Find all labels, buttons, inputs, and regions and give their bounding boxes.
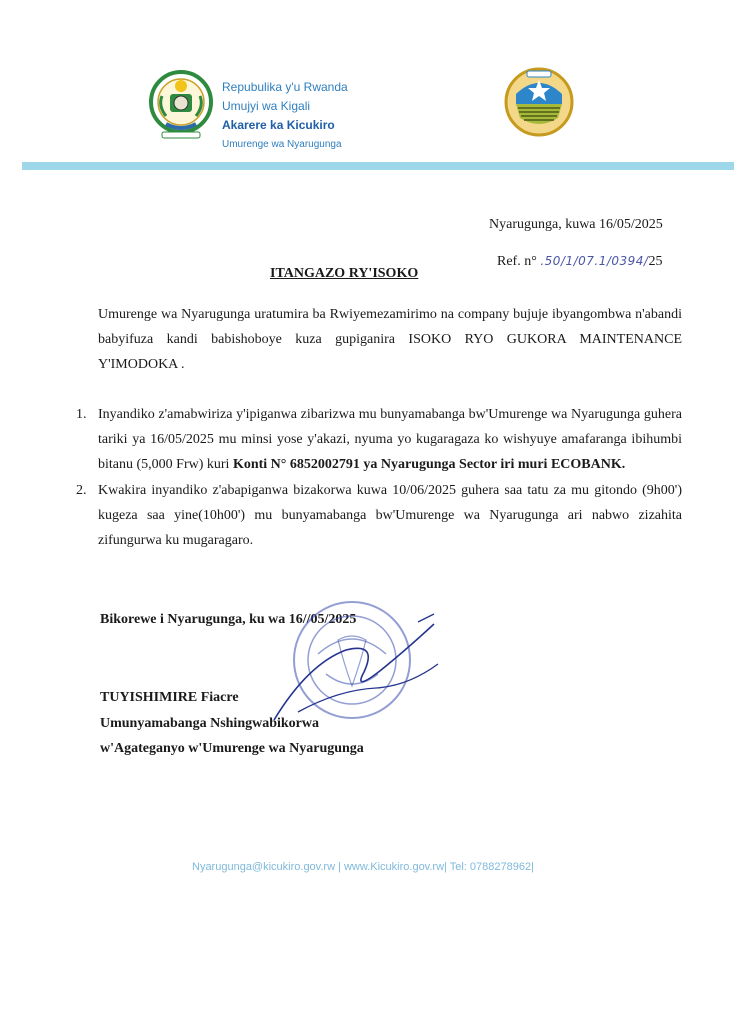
signatory-title: Umunyamabanga Nshingwabikorwa — [100, 716, 319, 731]
place-and-date: Nyarugunga, kuwa 16/05/2025 — [489, 217, 663, 232]
list-item-text-plain: Inyandiko z'amabwiriza y'ipiganwa zibarizwa mu bunyamabanga bw'Umurenge wa Nyarugunga guhera tariki ya 16/05/2025 mu minsi yose y'akazi, nyuma yo kugaragaza ko wishyuye amafaranga ibihumbi bitanu (5,000 Frw) kuri — [98, 407, 682, 472]
reference-number: .50/1/07.1/0394/ — [540, 254, 649, 268]
reference-line — [497, 254, 662, 270]
closing-line: Bikorewe i Nyarugunga, ku wa 16//05/2025 — [100, 612, 357, 627]
rwanda-coat-of-arms-icon — [148, 66, 214, 142]
sector-emblem-icon — [502, 64, 576, 140]
document-title: ITANGAZO RY'ISOKO — [270, 266, 419, 281]
bank-account-text: Konti N° 6852002791 ya Nyarugunga Sector iri muri ECOBANK. — [232, 457, 626, 472]
footer-contact: Nyarugunga@kicukiro.gov.rw | www.Kicukiro.gov.rw| Tel: 0788278962| — [192, 861, 534, 873]
signatory-name: TUYISHIMIRE Fiacre — [100, 690, 239, 705]
institution-line-city: Umujyi wa Kigali — [222, 99, 311, 113]
institution-line-district: Akarere ka Kicukiro — [222, 118, 335, 132]
institution-line-sector: Umurenge wa Nyarugunga — [222, 139, 342, 150]
signatory-organization: w'Agateganyo w'Umurenge wa Nyarugunga — [100, 741, 364, 756]
reference-prefix: Ref. n° — [497, 254, 537, 269]
list-item-number: 1. — [76, 407, 87, 422]
list-item-text — [98, 478, 682, 553]
list-item — [58, 402, 682, 477]
list-item-number: 2. — [76, 483, 87, 498]
intro-paragraph: Umurenge wa Nyarugunga uratumira ba Rwiyemezamirimo na company bujuje ibyangombwa n'abandi babyifuza kandi babishoboye kuza gupiganira ISOKO RYO GUKORA MAINTENANCE Y'IMODOKA . — [98, 307, 682, 372]
list-item — [58, 478, 682, 553]
institution-block — [222, 78, 348, 154]
numbered-list — [58, 402, 682, 554]
institution-line-country: Repubulika y'u Rwanda — [222, 80, 348, 94]
official-stamp-icon — [268, 594, 444, 728]
header-divider — [22, 162, 734, 170]
list-item-text-plain: Kwakira inyandiko z'abapiganwa bizakorwa kuwa 10/06/2025 guhera saa tatu za mu gitondo (9h00') kugeza saa yine(10h00') mu bunyamabanga bw'Umurenge wa Nyarugunga ari nabwo zizahita zifungurwa ku mugaragaro. — [98, 483, 682, 548]
list-item-text — [98, 402, 682, 477]
reference-suffix: 25 — [648, 254, 663, 269]
